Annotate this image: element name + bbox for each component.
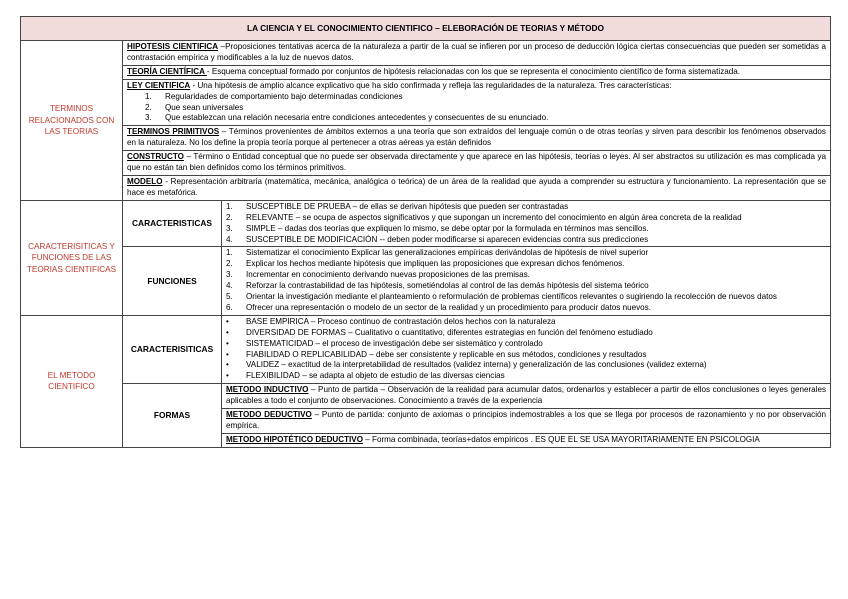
list-text: Que sean universales [165, 102, 244, 112]
def-hipotetico: – Forma combinada, teorías+datos empíricos . ES QUE EL SE USA MAYORITARIAMENTE EN PSICOLOGIA [363, 434, 760, 444]
list-item [226, 303, 826, 314]
bullet-icon: • [226, 349, 229, 359]
ley-list [127, 92, 826, 125]
term-modelo: MODELO [127, 176, 163, 186]
item-inductivo [226, 385, 826, 407]
list-number: 5. [226, 292, 233, 302]
def-hipotesis: –Proposiciones tentativas acerca de la naturaleza a partir de la cual se infieren por un proceso de deducción lógica ciertas consecuencias que pueden ser sometidas a contrastación empírica y modificables a la luz de nuevos datos. [127, 42, 826, 62]
term-teoria: TEORÍA CIENTÍFICA [127, 66, 207, 76]
terminos-content [123, 41, 831, 201]
section-caracteristicas-row1 [21, 200, 831, 247]
def-inductivo: – Punto de partida – Observación de la realidad para acumular datos, ordenarlos y establecer a partir de ellos conclusiones o leyes generales aplicables a todo el conjunto de observaciones. Conocimiento a través de la experiencia [226, 385, 826, 406]
list-text: SIMPLE – dadas dos teorías que expliquen lo mismo, se debe optar por la formulada en términos mas sencillos. [246, 223, 649, 233]
section-label-metodo: EL METODO CIENTIFICO [21, 315, 123, 447]
term-hipotetico: METODO HIPOTÉTICO DEDUCTIVO [226, 434, 364, 444]
list-item [226, 317, 826, 328]
bullet-icon: • [226, 316, 229, 326]
list-item [226, 224, 826, 235]
list-number: 1. [226, 201, 233, 211]
list-number: 4. [226, 281, 233, 291]
list-text: Que establezcan una relación necesaria entre condiciones antecedentes y consecuentes de su enunciado. [165, 113, 549, 123]
list-number: 3. [226, 223, 233, 233]
bullet-icon: • [226, 338, 229, 348]
item-hipotesis [127, 42, 826, 64]
list-number: 2. [226, 259, 233, 269]
caracteristicas-list [226, 202, 826, 246]
def-constructo: – Término o Entidad conceptual que no puede ser observada directamente y que aparece en las hipótesis, teorías o leyes. Al ser abstractos su utilización es mas complicada ya que no están tan bien definidos como los términos primitivos. [127, 152, 826, 173]
list-text: BASE EMPIRICA – Proceso continuo de contrastación delos hechos con la naturaleza [246, 316, 556, 326]
term-ley: LEY CIENTIFICA [127, 80, 191, 90]
list-text: FIABILIDAD O REPLICABILIDAD – debe ser consistente y replicable en sus métodos, condiciones y resultados [246, 349, 647, 359]
term-deductivo: METODO DEDUCTIVO [226, 410, 312, 420]
item-modelo [123, 175, 830, 199]
list-item [226, 328, 826, 339]
item-constructo [123, 150, 830, 174]
list-text: RELEVANTE – se ocupa de aspectos significativos y que supongan un incremento del conocimiento en algún área concreta de la realidad [246, 212, 742, 222]
term-hipotesis: HIPOTESIS CIENTIFICA [127, 42, 219, 51]
list-item [127, 113, 826, 124]
list-number: 2. [145, 102, 152, 112]
item-primitivos [123, 125, 830, 149]
list-text: SISTEMATICIDAD – el proceso de investigación debe ser sistemático y controlado [246, 338, 543, 348]
list-number: 6. [226, 302, 233, 312]
caracteristicas-content [222, 200, 831, 247]
funciones-list [226, 248, 826, 313]
metodo-caracteristicas-content [222, 315, 831, 383]
list-text: Incrementar en conocimiento derivando nuevas proposiciones de las premisas. [246, 270, 530, 280]
list-item [226, 270, 826, 281]
list-text: FLEXIBILIDAD – se adapta al objeto de estudio de las diversas ciencias [246, 371, 505, 381]
document-title: LA CIENCIA Y EL CONOCIMIENTO CIENTIFICO – ELEBORACIÓN DE TEORIAS Y MÉTODO [21, 17, 831, 41]
item-teoria [123, 65, 830, 78]
formas-content [222, 384, 831, 448]
funciones-content [222, 247, 831, 315]
list-text: Reforzar la contrastabilidad de las hipótesis, sometiéndolas al control de las demás hipótesis del sistema teórico [246, 281, 649, 291]
list-text: Explicar los hechos mediante hipótesis que impliquen las proposiciones que expresan dichos fenómenos. [246, 259, 625, 269]
list-item [226, 371, 826, 382]
term-primitivos: TERMINOS PRIMITIVOS [127, 127, 220, 137]
list-number: 1. [226, 248, 233, 258]
title-row [21, 17, 831, 41]
list-text: SUSCEPTIBLE DE MODIFICACIÓN -- deben poder modificarse si aparecen evidencias contra sus predicciones [246, 234, 649, 244]
def-ley: - Una hipótesis de amplio alcance explicativo que ha sido confirmada y refleja las regularidades de la naturaleza. Tres características: [190, 80, 672, 90]
list-number: 3. [226, 270, 233, 280]
list-text: VALIDEZ – exactitud de la interpretabilidad de resultados (validez interna) y generalización de las conclusiones (validez externa) [246, 360, 707, 370]
section-label-terminos: TERMINOS RELACIONADOS CON LAS TEORIAS [21, 41, 123, 201]
list-item [127, 103, 826, 114]
section-label-caracteristicas: CARACTERISITICAS Y FUNCIONES DE LAS TEORIAS CIENTIFICAS [21, 200, 123, 315]
list-item [127, 92, 826, 103]
list-text: DIVERSIDAD DE FORMAS – Cualitativo o cuantitativo, diferentes estrategias en función del fenómeno estudiado [246, 327, 653, 337]
list-item [226, 213, 826, 224]
list-item [226, 339, 826, 350]
section-metodo-row2 [21, 384, 831, 448]
def-deductivo: – Punto de partida: conjunto de axiomas o principios indemostrables a los que se llega por procesos de razonamiento y no por observación empírica. [226, 410, 826, 430]
term-inductivo: METODO INDUCTIVO [226, 385, 309, 395]
def-modelo: - Representación arbitraria (matemática, mecánica, analógica o teórica) de un área de la realidad que ayuda a comprender su estructura y funcionamiento. La representación que se hace es metafórica. [127, 176, 826, 197]
list-text: SUSCEPTIBLE DE PRUEBA – de ellas se derivan hipótesis que pueden ser contrastadas [246, 201, 569, 211]
item-ley [123, 79, 830, 125]
list-text: Sistematizar el conocimiento Explicar las generalizaciones empíricas derivándolas de hipótesis de nivel superior [246, 248, 649, 258]
bullet-icon: • [226, 360, 229, 370]
list-item [226, 281, 826, 292]
item-deductivo [222, 408, 830, 432]
section-metodo-row1 [21, 315, 831, 383]
item-hipotetico [222, 433, 830, 446]
list-item [226, 259, 826, 270]
metodo-caracteristicas-list [226, 317, 826, 382]
bullet-icon: • [226, 371, 229, 381]
list-number: 1. [145, 91, 152, 101]
list-text: Ofrecer una representación o modelo de un sector de la realidad y un procedimiento para producir datos nuevos. [246, 302, 651, 312]
sub-label-caracteristicas: CARACTERISTICAS [123, 200, 222, 247]
sub-label-funciones: FUNCIONES [123, 247, 222, 315]
list-item [226, 292, 826, 303]
def-teoria: - Esquema conceptual formado por conjuntos de hipótesis relacionadas con los que se representa el conocimiento científico de forma sistematizada. [206, 66, 741, 76]
sub-label-formas: FORMAS [123, 384, 222, 448]
list-item [226, 350, 826, 361]
list-text: Orientar la investigación mediante el planteamiento o reformulación de problemas científicos relevantes o sugiriendo la recolección de nuevos datos [246, 292, 777, 302]
list-number: 2. [226, 212, 233, 222]
list-item [226, 235, 826, 246]
list-item [226, 202, 826, 213]
list-item [226, 360, 826, 371]
list-item [226, 248, 826, 259]
term-constructo: CONSTRUCTO [127, 152, 184, 162]
bullet-icon: • [226, 327, 229, 337]
section-terminos [21, 41, 831, 201]
def-primitivos: – Términos provenientes de ámbitos externos a una teoría que son extraídos del lenguaje común o de otras teorías y sirven para describir los fenómenos observados en la naturaleza. No los define la propia teoría porque al pertenecer a otras aéreas ya están definidos [127, 127, 826, 148]
document-page [20, 16, 830, 448]
list-number: 3. [145, 113, 152, 123]
section-caracteristicas-row2 [21, 247, 831, 315]
list-text: Regularidades de comportamiento bajo determinadas condiciones [165, 91, 403, 101]
list-number: 4. [226, 234, 233, 244]
summary-table [20, 16, 831, 448]
sub-label-metodo-caracteristicas: CARACTERISITICAS [123, 315, 222, 383]
